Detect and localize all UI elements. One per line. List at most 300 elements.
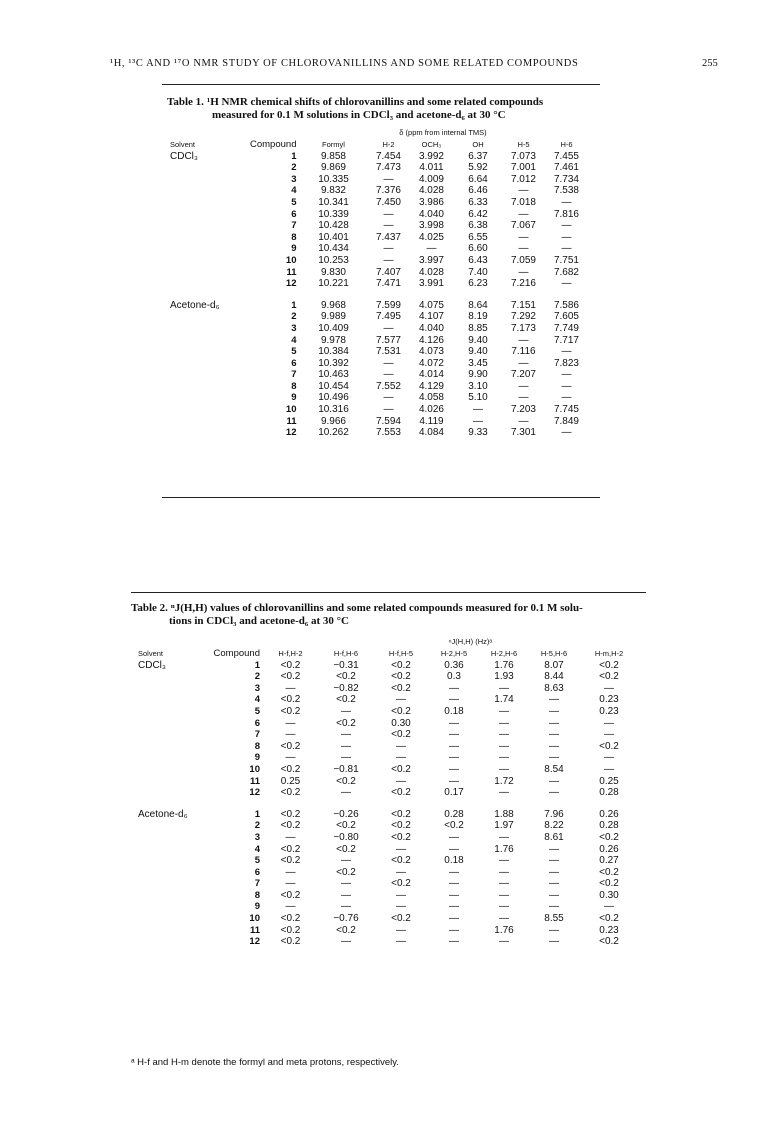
table-row [138, 694, 639, 706]
table-cell: 7.586 [553, 299, 579, 311]
table-cell: 1.93 [494, 671, 514, 683]
table-cell: 7.116 [511, 346, 536, 358]
table2-caption-line1: ⁿJ(H,H) values of chlorovanillins and some related compounds measured for 0.1 M solu- [170, 602, 583, 614]
table-cell: 7.454 [375, 150, 401, 162]
table-cell: 0.18 [444, 705, 464, 717]
solvent-label [138, 832, 206, 844]
solvent-label [170, 255, 250, 267]
table-row [138, 832, 639, 844]
table-row [138, 752, 639, 764]
table-cell: <0.2 [280, 787, 301, 799]
table-cell: 1.97 [494, 820, 514, 832]
table-cell: — [518, 415, 529, 427]
table-cell: 7.538 [553, 185, 579, 197]
compound-number: 5 [254, 855, 260, 867]
table-cell: 0.3 [447, 671, 461, 683]
compound-number: 6 [254, 717, 260, 729]
table-cell: 10.341 [318, 196, 349, 208]
table-row [138, 878, 639, 890]
compound-number: 2 [291, 162, 297, 174]
table-cell: 0.28 [444, 808, 464, 820]
compound-number: 8 [291, 231, 297, 243]
table-cell: 0.23 [599, 694, 619, 706]
table-row [170, 151, 587, 163]
table-row [170, 381, 587, 393]
table-cell: 4.040 [418, 322, 444, 334]
table-cell: 10.339 [318, 208, 349, 220]
table-cell: <0.2 [336, 924, 356, 936]
table-cell: 7.407 [375, 266, 401, 278]
table-cell: — [449, 682, 459, 694]
t1-column-header: Formyl [322, 140, 345, 149]
table-cell: — [449, 752, 459, 764]
compound-number: 8 [254, 740, 260, 752]
table-cell: 9.40 [468, 346, 488, 358]
compound-number: 11 [249, 775, 260, 787]
table-cell: 7.734 [553, 173, 579, 185]
table1-caption [167, 96, 607, 122]
table-cell: <0.2 [391, 913, 411, 925]
compound-number: 10 [285, 254, 297, 266]
compound-number: 3 [254, 682, 260, 694]
table-cell: — [396, 901, 406, 913]
table-cell: <0.2 [280, 705, 301, 717]
solvent-label [170, 220, 250, 232]
table-cell: — [449, 831, 459, 843]
table-cell: 4.014 [418, 369, 444, 381]
table-cell: — [341, 889, 351, 901]
compound-number: 4 [254, 843, 260, 855]
table-row [138, 764, 639, 776]
compound-number: 10 [285, 404, 297, 416]
solvent-label [170, 232, 250, 244]
table-cell: <0.2 [280, 740, 301, 752]
table-cell: 7.018 [510, 196, 536, 208]
table-cell: — [341, 936, 351, 948]
table-cell: 7.207 [510, 369, 536, 381]
table-cell: <0.2 [336, 671, 356, 683]
table-row [170, 392, 587, 404]
table-cell: 9.968 [320, 299, 346, 311]
compound-number: 7 [254, 729, 260, 741]
table-cell: — [383, 220, 394, 232]
solvent-label [138, 867, 206, 879]
solvent-label [170, 174, 250, 186]
table-cell: — [561, 278, 572, 290]
t2-column-header: H-f,H-6 [333, 649, 359, 658]
table-cell: 0.28 [599, 787, 619, 799]
table-cell: — [396, 843, 406, 855]
table-cell: <0.2 [391, 878, 411, 890]
table-cell: 4.028 [418, 185, 444, 197]
table-cell: 8.63 [544, 682, 564, 694]
table-cell: — [499, 740, 509, 752]
table-cell: — [341, 878, 351, 890]
table-cell: 7.292 [510, 311, 536, 323]
table-cell: 0.25 [599, 775, 619, 787]
solvent-label: Acetone-d₆ [170, 299, 220, 311]
table-cell: — [549, 787, 559, 799]
table-cell: 4.009 [418, 173, 444, 185]
solvent-label [170, 392, 250, 404]
table-cell: — [561, 243, 572, 255]
compound-number: 3 [291, 173, 297, 185]
table2-caption-line2: tions in CDCl₃ and acetone-d₆ at 30 °C [169, 615, 349, 627]
solvent-label [170, 346, 250, 358]
solvent-label [170, 267, 250, 279]
compound-number: 8 [254, 889, 260, 901]
table-cell: — [285, 878, 296, 890]
table-cell: 6.37 [468, 150, 488, 162]
t2-column-header: Solvent [138, 649, 164, 658]
table-cell: — [449, 843, 459, 855]
table-cell: 6.60 [468, 243, 488, 255]
table-cell: 6.46 [468, 185, 488, 197]
table-cell: <0.2 [280, 936, 301, 948]
table-row [138, 787, 639, 799]
table-row [138, 706, 639, 718]
table-cell: 7.471 [375, 278, 401, 290]
compound-number: 4 [291, 334, 297, 346]
table-cell: — [383, 243, 394, 255]
table-cell: — [549, 889, 559, 901]
table-cell: 6.55 [468, 231, 488, 243]
table-cell: — [449, 694, 459, 706]
table-row [170, 358, 587, 370]
table-cell: 10.454 [318, 380, 349, 392]
table-cell: 0.26 [599, 843, 619, 855]
table-cell: 7.749 [553, 322, 579, 334]
compound-number: 4 [254, 694, 260, 706]
table-row [138, 936, 639, 948]
table-cell: 9.40 [468, 334, 488, 346]
compound-number: 3 [254, 831, 260, 843]
compound-number: 11 [286, 415, 297, 427]
table-cell: <0.2 [391, 787, 411, 799]
table-cell: <0.2 [280, 820, 301, 832]
table-cell: <0.2 [336, 775, 356, 787]
table-cell: 8.54 [544, 763, 564, 775]
solvent-label: CDCl₃ [170, 150, 198, 162]
table-cell: <0.2 [444, 820, 464, 832]
table-cell: <0.2 [599, 878, 619, 890]
table-cell: — [549, 729, 559, 741]
table-cell: — [341, 752, 351, 764]
table-cell: 7.216 [510, 278, 536, 290]
t1-column-header: H-6 [560, 140, 573, 149]
table2-footnote: ᵃ H-f and H-m denote the formyl and meta protons, respectively. [131, 1057, 399, 1068]
table-cell: — [341, 855, 351, 867]
table-cell: 9.33 [468, 427, 488, 439]
table-cell: 4.129 [418, 380, 444, 392]
solvent-label [138, 925, 206, 937]
solvent-label [170, 358, 250, 370]
table-cell: 7.301 [510, 427, 536, 439]
t1-column-header: OH [472, 140, 484, 149]
table-cell: — [549, 878, 559, 890]
table-cell: <0.2 [391, 855, 411, 867]
table-cell: — [518, 334, 529, 346]
table-cell: 1.76 [494, 659, 514, 671]
solvent-label [138, 787, 206, 799]
table-cell: — [396, 866, 406, 878]
table-cell: — [449, 924, 459, 936]
table-cell: 0.23 [599, 924, 619, 936]
table-cell: 7.599 [375, 299, 401, 311]
table-cell: 7.067 [510, 220, 536, 232]
t1-column-header: H-2 [382, 140, 395, 149]
solvent-label [138, 901, 206, 913]
table-row [170, 300, 587, 312]
table-cell: 7.823 [553, 357, 579, 369]
table-cell: <0.2 [391, 682, 411, 694]
table-cell: — [383, 357, 394, 369]
table-cell: — [383, 208, 394, 220]
compound-number: 7 [254, 878, 260, 890]
table-cell: 7.751 [553, 254, 579, 266]
table-row [170, 369, 587, 381]
table-row [170, 232, 587, 244]
table-cell: <0.2 [336, 717, 356, 729]
table-cell: 4.040 [418, 208, 444, 220]
table-cell: — [449, 729, 459, 741]
table-cell: — [518, 208, 529, 220]
table-cell: <0.2 [280, 659, 301, 671]
table-cell: <0.2 [599, 913, 619, 925]
solvent-label [138, 718, 206, 730]
table-cell: 8.55 [544, 913, 564, 925]
table-cell: −0.31 [333, 659, 359, 671]
table-cell: 0.27 [599, 855, 619, 867]
solvent-label [170, 185, 250, 197]
table-cell: 7.605 [553, 311, 579, 323]
table-cell: <0.2 [280, 855, 301, 867]
compound-number: 6 [254, 866, 260, 878]
solvent-label [138, 752, 206, 764]
table-cell: — [396, 924, 406, 936]
table-cell: 1.88 [494, 808, 514, 820]
table-cell: 10.434 [318, 243, 349, 255]
table-cell: 8.85 [468, 322, 488, 334]
solvent-label [138, 729, 206, 741]
table-cell: 10.463 [318, 369, 349, 381]
table-row [170, 174, 587, 186]
table-row [138, 671, 639, 683]
table-cell: — [561, 196, 572, 208]
table-cell: — [499, 752, 509, 764]
table-cell: — [396, 936, 406, 948]
solvent-label [138, 855, 206, 867]
table-row [138, 741, 639, 753]
table-row [138, 913, 639, 925]
table-cell: <0.2 [391, 705, 411, 717]
table-cell: — [396, 775, 406, 787]
table-cell: 8.44 [544, 671, 564, 683]
table-cell: 9.832 [320, 185, 346, 197]
table-cell: 9.830 [320, 266, 346, 278]
compound-number: 11 [286, 266, 297, 278]
compound-number: 1 [291, 299, 297, 311]
table-row [170, 243, 587, 255]
table-cell: 1.76 [494, 924, 514, 936]
table-cell: 3.45 [468, 357, 488, 369]
solvent-label [138, 764, 206, 776]
table-cell: 7.531 [375, 346, 401, 358]
table-cell: — [396, 740, 406, 752]
table-cell: 0.25 [280, 775, 301, 787]
table-cell: — [499, 717, 509, 729]
table-cell: 10.392 [318, 357, 349, 369]
solvent-label [138, 671, 206, 683]
solvent-label [138, 820, 206, 832]
table-cell: 6.64 [468, 173, 488, 185]
table-cell: <0.2 [336, 820, 356, 832]
table-cell: — [449, 866, 459, 878]
table-row [170, 220, 587, 232]
table-row [138, 855, 639, 867]
solvent-label [170, 197, 250, 209]
table-cell: 7.001 [510, 162, 536, 174]
table-cell: — [518, 392, 529, 404]
table-cell: — [499, 729, 509, 741]
table-cell: 4.026 [418, 404, 444, 416]
table-cell: <0.2 [280, 843, 301, 855]
table-cell: <0.2 [599, 659, 619, 671]
table-cell: <0.2 [336, 694, 356, 706]
table-cell: 10.335 [318, 173, 349, 185]
table-cell: 4.072 [418, 357, 444, 369]
solvent-label [138, 844, 206, 856]
solvent-label [170, 311, 250, 323]
table-cell: — [449, 763, 459, 775]
table-cell: 10.262 [318, 427, 349, 439]
table-cell: — [472, 415, 483, 427]
table-cell: 7.473 [375, 162, 401, 174]
t1-column-header: H-5 [517, 140, 530, 149]
table-cell: 8.61 [544, 831, 564, 843]
table-cell: 7.012 [510, 173, 536, 185]
table-cell: — [341, 729, 351, 741]
table-cell: 1.74 [494, 694, 514, 706]
table-cell: — [285, 717, 296, 729]
table-cell: — [383, 404, 394, 416]
table-cell: 4.073 [418, 346, 444, 358]
table-cell: 7.849 [553, 415, 579, 427]
table-row [138, 718, 639, 730]
table-cell: — [561, 427, 572, 439]
t2-column-header: H-f,H-5 [388, 649, 414, 658]
table-cell: <0.2 [280, 889, 301, 901]
compound-number: 2 [291, 311, 297, 323]
table-cell: — [285, 866, 296, 878]
table-cell: — [499, 936, 509, 948]
table-cell: — [499, 866, 509, 878]
table-cell: 6.33 [468, 196, 488, 208]
table-cell: — [549, 752, 559, 764]
table-cell: — [549, 866, 559, 878]
table-cell: 7.577 [375, 334, 401, 346]
solvent-label [170, 209, 250, 221]
table-cell: 4.025 [418, 231, 444, 243]
table-cell: 8.19 [468, 311, 488, 323]
compound-number: 12 [285, 427, 297, 439]
table-cell: 10.253 [318, 254, 349, 266]
table-cell: — [604, 901, 614, 913]
compound-number: 12 [285, 278, 297, 290]
table-row [170, 278, 587, 290]
page-number: 255 [702, 58, 718, 69]
table1-group-header: δ (ppm from internal TMS) [399, 128, 487, 137]
table-row [138, 683, 639, 695]
compound-number: 10 [249, 763, 260, 775]
solvent-label: Acetone-d₆ [138, 808, 188, 820]
solvent-label [138, 683, 206, 695]
table-cell: 9.989 [320, 311, 346, 323]
table-cell: 7.495 [375, 311, 401, 323]
table1-caption-line2: measured for 0.1 M solutions in CDCl₃ and acetone-d₆ at 30 °C [212, 109, 506, 121]
table-cell: 8.64 [468, 299, 488, 311]
table-cell: 6.38 [468, 220, 488, 232]
table-cell: — [561, 380, 572, 392]
compound-number: 8 [291, 380, 297, 392]
table-cell: — [341, 787, 351, 799]
t1-column-header: OCH₃ [421, 140, 442, 149]
table-cell: — [549, 705, 559, 717]
table-cell: — [383, 254, 394, 266]
table-cell: 7.40 [468, 266, 488, 278]
table-row [138, 809, 639, 821]
table-cell: <0.2 [391, 763, 411, 775]
table-cell: 7.203 [510, 404, 536, 416]
table-cell: 4.028 [418, 266, 444, 278]
table-cell: −0.82 [333, 682, 359, 694]
table-cell: — [561, 220, 572, 232]
table-cell: −0.26 [333, 808, 359, 820]
solvent-label [138, 706, 206, 718]
table-cell: — [604, 682, 614, 694]
table-cell: <0.2 [336, 866, 356, 878]
table-cell: 0.36 [444, 659, 464, 671]
table-row [170, 416, 587, 428]
table-cell: 6.43 [468, 254, 488, 266]
table-cell: <0.2 [599, 831, 619, 843]
compound-number: 9 [291, 392, 297, 404]
table-cell: 6.42 [468, 208, 488, 220]
compound-number: 6 [291, 357, 297, 369]
table-row [170, 427, 587, 439]
table-cell: <0.2 [280, 694, 301, 706]
t2-column-header: H-m,H-2 [594, 649, 624, 658]
table-cell: — [396, 694, 406, 706]
compound-number: 1 [291, 150, 297, 162]
table-cell: <0.2 [391, 729, 411, 741]
table-cell: — [499, 913, 509, 925]
table-row [170, 346, 587, 358]
table-cell: 3.998 [418, 220, 444, 232]
table-cell: — [396, 752, 406, 764]
compound-number: 7 [291, 220, 297, 232]
solvent-label [170, 243, 250, 255]
table-row [138, 776, 639, 788]
table-row [138, 820, 639, 832]
table-cell: <0.2 [391, 659, 411, 671]
table-cell: 10.409 [318, 322, 349, 334]
solvent-label [170, 335, 250, 347]
table2-top-rule [131, 592, 646, 593]
table-cell: 0.30 [391, 717, 411, 729]
table-cell: 4.011 [419, 162, 444, 174]
table-cell: 7.553 [375, 427, 401, 439]
